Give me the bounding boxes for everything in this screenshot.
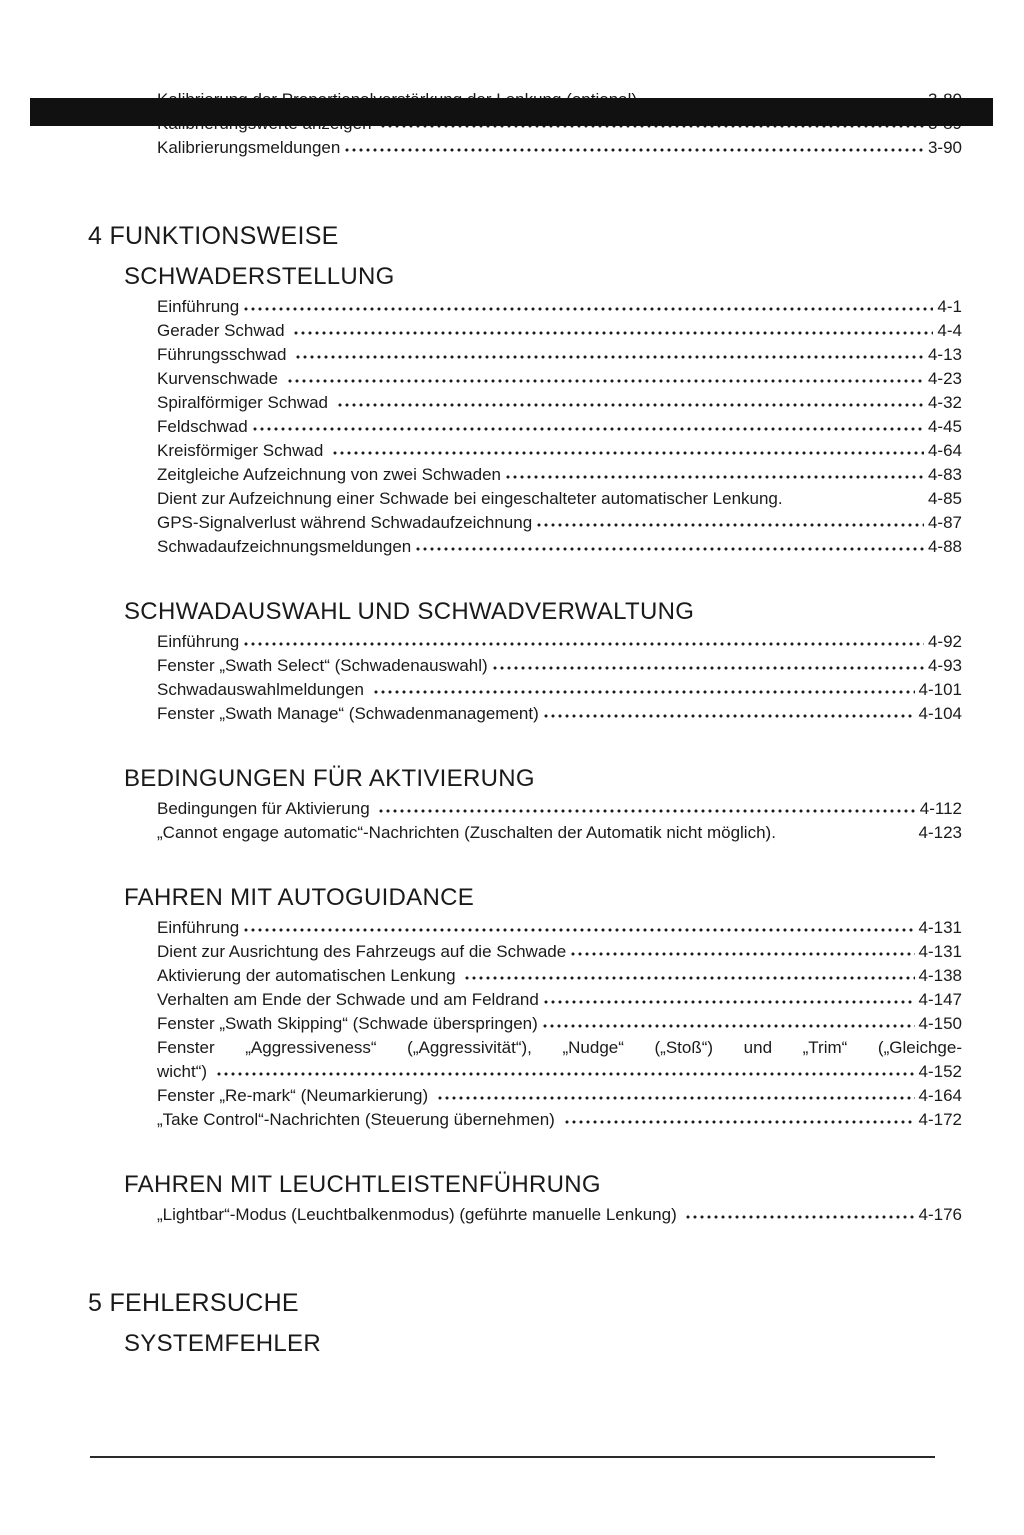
toc-entry-label: „Lightbar“-Modus (Leuchtbalkenmodus) (geführte manuelle Lenkung) <box>157 1205 682 1224</box>
toc-section <box>124 1329 962 1359</box>
toc-entry <box>157 511 962 535</box>
dot-leader <box>465 967 914 981</box>
page-number: 4-13 <box>927 345 962 364</box>
toc-entry <box>157 535 962 559</box>
toc-entry-label: Bedingungen für Aktivierung <box>157 799 375 818</box>
toc-entry-line <box>157 391 962 415</box>
toc-entry-label: „Cannot engage automatic“-Nachrichten (Zuschalten der Automatik nicht möglich). <box>157 823 776 842</box>
toc-entry-line <box>157 940 962 964</box>
page-number: 4-64 <box>927 441 962 460</box>
chapter-title: 5 FEHLERSUCHE <box>88 1289 299 1317</box>
section-title: BEDINGUNGEN FÜR AKTIVIERUNG <box>124 765 535 792</box>
toc-entry-line <box>157 319 962 343</box>
toc-entry-line <box>157 415 962 439</box>
toc-entry <box>157 439 962 463</box>
dot-leader <box>686 1206 914 1220</box>
dot-leader <box>379 800 915 814</box>
toc-chapter <box>0 220 1024 1227</box>
dot-leader <box>244 633 924 647</box>
page-number: 4-92 <box>927 632 962 651</box>
page-number: 4-112 <box>919 799 962 818</box>
dot-leader <box>374 681 915 695</box>
page-number: 4-172 <box>918 1110 962 1129</box>
page-number: 4-164 <box>918 1086 962 1105</box>
chapter-title: 4 FUNKTIONSWEISE <box>88 222 339 250</box>
section-title: SCHWADAUSWAHL UND SCHWADVERWALTUNG <box>124 598 695 625</box>
toc-entry-line <box>157 964 962 988</box>
toc-entry-label: Verhalten am Ende der Schwade und am Feldrand <box>157 990 539 1009</box>
page-number: 4-150 <box>918 1014 962 1033</box>
page-number: 4-4 <box>937 321 962 340</box>
section-entries <box>157 1203 962 1227</box>
page-number: 4-101 <box>918 680 962 699</box>
toc-section <box>124 764 962 845</box>
dot-leader <box>217 1063 915 1077</box>
page-number: 4-85 <box>927 489 962 508</box>
toc-entry <box>157 964 962 988</box>
toc-entry-label: Fenster „Swath Skipping“ (Schwade überspringen) <box>157 1014 538 1033</box>
toc-entry-line <box>157 343 962 367</box>
toc-entry <box>157 630 962 654</box>
footer-rule <box>90 1456 935 1458</box>
toc-entry-line <box>157 916 962 940</box>
page-number: 4-1 <box>937 297 962 316</box>
toc-section <box>124 262 962 559</box>
toc-entry-line <box>157 1060 962 1084</box>
page-number: 4-176 <box>918 1205 962 1224</box>
toc-entry-line <box>157 487 962 511</box>
toc-entry-line <box>157 821 962 845</box>
section-title: FAHREN MIT LEUCHTLEISTENFÜHRUNG <box>124 1171 601 1198</box>
page-number: 4-123 <box>918 823 962 842</box>
page-number: 4-87 <box>927 513 962 532</box>
toc-entry <box>157 391 962 415</box>
page-number: 4-93 <box>927 656 962 675</box>
dot-leader <box>537 514 924 528</box>
dot-leader <box>345 139 924 153</box>
toc-entry-label: Dient zur Ausrichtung des Fahrzeugs auf die Schwade <box>157 942 567 961</box>
toc-entry <box>157 415 962 439</box>
page-number: 3-90 <box>927 138 962 157</box>
toc-entry-label: Kurvenschwade <box>157 369 283 388</box>
dot-leader <box>296 346 924 360</box>
page-number: 4-88 <box>927 537 962 556</box>
dot-leader <box>543 1015 915 1029</box>
toc-entry-line <box>157 367 962 391</box>
toc-entry-line <box>157 535 962 559</box>
toc-entry-line <box>157 1084 962 1108</box>
toc-entry <box>157 654 962 678</box>
toc-entry-line <box>157 797 962 821</box>
dot-leader <box>788 490 924 504</box>
toc-entry-label: Kalibrierungsmeldungen <box>157 138 341 157</box>
toc-entry-label: Fenster „Swath Manage“ (Schwadenmanagement) <box>157 704 539 723</box>
page-number: 4-32 <box>927 393 962 412</box>
toc-entry <box>157 678 962 702</box>
dot-leader <box>493 657 924 671</box>
toc-section <box>124 1170 962 1227</box>
toc-entry <box>157 1084 962 1108</box>
toc-entry-label: „Take Control“-Nachrichten (Steuerung übernehmen) <box>157 1110 560 1129</box>
toc-entry <box>157 487 962 511</box>
toc-entry-line <box>157 654 962 678</box>
toc-entry <box>157 319 962 343</box>
toc-entry-line <box>157 1012 962 1036</box>
dot-leader <box>544 705 915 719</box>
page-number: 4-131 <box>918 918 962 937</box>
toc-entry-label: Führungsschwad <box>157 345 292 364</box>
toc-entry-label: Einführung <box>157 918 240 937</box>
dot-leader <box>565 1111 915 1125</box>
toc-entry <box>157 988 962 1012</box>
toc-entry-label: Spiralförmiger Schwad <box>157 393 333 412</box>
toc-entry <box>157 1036 962 1084</box>
toc-entry-label: Kreisförmiger Schwad <box>157 441 329 460</box>
page-number: 4-147 <box>918 990 962 1009</box>
dot-leader <box>438 1087 915 1101</box>
toc-entry-wrapped-line: Fenster „Aggressiveness“ („Aggressivität“), „Nudge“ („Stoß“) und „Trim“ („Gleichge- <box>157 1038 962 1057</box>
toc-entry-line <box>157 678 962 702</box>
section-title: SCHWADERSTELLUNG <box>124 263 395 290</box>
toc-entry <box>157 1012 962 1036</box>
toc-entry <box>157 916 962 940</box>
dot-leader <box>416 538 924 552</box>
toc-entry-label: Einführung <box>157 632 240 651</box>
toc-entry <box>157 295 962 319</box>
toc-entry <box>157 463 962 487</box>
toc-entry <box>157 797 962 821</box>
toc-chapter <box>0 1287 1024 1359</box>
toc-entry <box>157 821 962 845</box>
section-entries <box>157 797 962 845</box>
dot-leader <box>333 442 924 456</box>
dot-leader <box>244 919 914 933</box>
toc-entry <box>157 367 962 391</box>
toc-entry <box>157 343 962 367</box>
toc-entry <box>157 702 962 726</box>
toc-entry <box>157 1203 962 1227</box>
toc-entry <box>157 136 962 160</box>
toc-entry-line <box>157 1203 962 1227</box>
toc-entry-label: Fenster „Re-mark“ (Neumarkierung) <box>157 1086 433 1105</box>
toc-entry-label: Dient zur Aufzeichnung einer Schwade bei eingeschalteter automatischer Lenkung. <box>157 489 783 508</box>
toc-entry-label: Zeitgleiche Aufzeichnung von zwei Schwaden <box>157 465 501 484</box>
toc-entry-label: Feldschwad <box>157 417 248 436</box>
page-number: 4-23 <box>927 369 962 388</box>
dot-leader <box>506 466 924 480</box>
page-number: 4-131 <box>918 942 962 961</box>
page-number: 4-83 <box>927 465 962 484</box>
toc-entry-label: wicht“) <box>157 1062 212 1081</box>
toc-entry-line <box>157 702 962 726</box>
toc-entry-line <box>157 988 962 1012</box>
toc-entry-line <box>157 463 962 487</box>
dot-leader <box>544 991 915 1005</box>
toc-entry-line <box>157 136 962 160</box>
dot-leader <box>294 322 933 336</box>
page-number: 4-138 <box>918 966 962 985</box>
toc-entry-line <box>157 511 962 535</box>
dot-leader <box>338 394 924 408</box>
section-entries <box>157 630 962 726</box>
toc-entry-line <box>157 295 962 319</box>
toc-entry-label: Einführung <box>157 297 240 316</box>
page-number: 4-104 <box>918 704 962 723</box>
dot-leader <box>781 824 915 838</box>
toc-entry-line <box>157 630 962 654</box>
toc-section <box>124 883 962 1132</box>
toc-entry-label: GPS-Signalverlust während Schwadaufzeichnung <box>157 513 533 532</box>
top-black-bar <box>30 98 993 126</box>
page-number: 4-45 <box>927 417 962 436</box>
page-number: 4-152 <box>918 1062 962 1081</box>
toc-entry-line <box>157 439 962 463</box>
section-title: FAHREN MIT AUTOGUIDANCE <box>124 884 475 911</box>
dot-leader <box>244 298 933 312</box>
toc-chapters <box>0 220 1024 1359</box>
toc-section <box>124 597 962 726</box>
toc-entry-label: Gerader Schwad <box>157 321 290 340</box>
toc-entry <box>157 940 962 964</box>
dot-leader <box>288 370 924 384</box>
section-entries <box>157 916 962 1132</box>
toc-entry-label: Schwadaufzeichnungsmeldungen <box>157 537 412 556</box>
toc-entry-label: Schwadauswahlmeldungen <box>157 680 369 699</box>
toc-entry-line <box>157 1108 962 1132</box>
section-entries <box>157 295 962 559</box>
dot-leader <box>253 418 924 432</box>
toc-entry-label: Aktivierung der automatischen Lenkung <box>157 966 461 985</box>
section-title: SYSTEMFEHLER <box>124 1330 321 1357</box>
dot-leader <box>571 943 914 957</box>
toc-entry <box>157 1108 962 1132</box>
toc-entry-label: Fenster „Swath Select“ (Schwadenauswahl) <box>157 656 488 675</box>
